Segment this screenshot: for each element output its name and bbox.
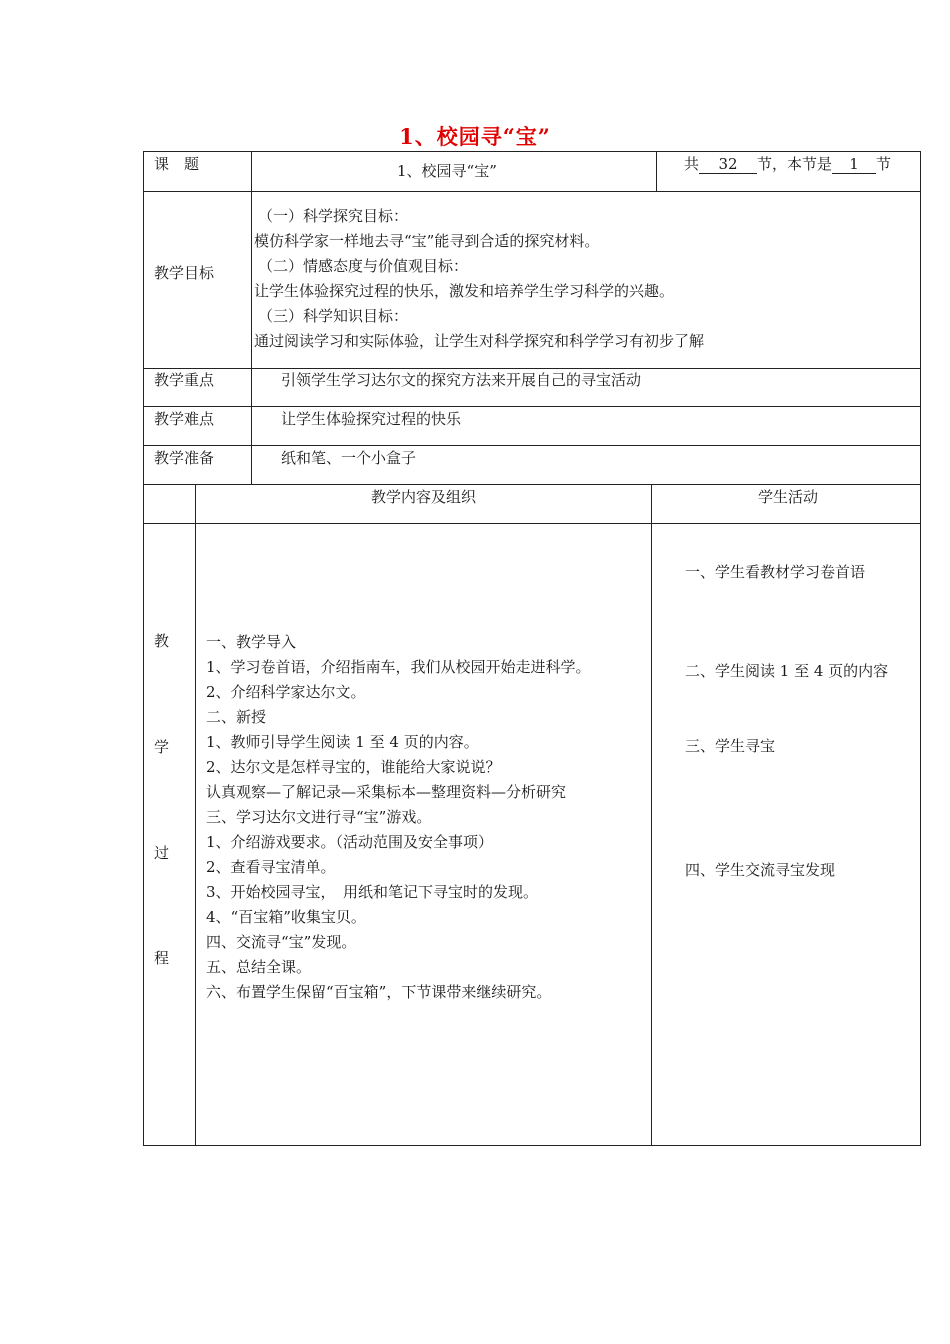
process-side-char: 教 <box>154 632 170 650</box>
content-line: 二、新授 <box>206 708 267 726</box>
objective-line: （三）科学知识目标： <box>258 307 409 325</box>
difficulty-label: 教学难点 <box>154 410 215 428</box>
count-suffix: 节 <box>876 155 892 173</box>
student-activity: 四、学生交流寻宝发现 <box>685 861 836 879</box>
activity-column-header: 学生活动 <box>758 488 819 506</box>
process-side-char: 程 <box>154 949 170 967</box>
content-line: 1、介绍游戏要求。（活动范围及安全事项） <box>206 833 494 851</box>
count-prefix: 共 <box>684 155 700 173</box>
total-count: 32 <box>699 155 757 174</box>
content-column-header: 教学内容及组织 <box>371 488 477 506</box>
objective-line: 让学生体验探究过程的快乐，激发和培养学生学习科学的兴趣。 <box>254 282 675 300</box>
process-side-char: 过 <box>154 844 170 862</box>
content-line: 三、学习达尔文进行寻“宝”游戏。 <box>206 808 432 826</box>
objective-line: （一）科学探究目标： <box>258 207 409 225</box>
content-line: 认真观察—了解记录—采集标本—整理资料—分析研究 <box>206 783 567 801</box>
lesson-title: 1、校园寻“宝” <box>397 162 497 180</box>
document-title: 1、校园寻“宝” <box>399 124 551 149</box>
process-side-char: 学 <box>154 738 170 756</box>
content-line: 四、交流寻“宝”发现。 <box>206 933 357 951</box>
objective-line: 模仿科学家一样地去寻“宝”能寻到合适的探究材料。 <box>254 232 600 250</box>
content-line: 4、“百宝箱”收集宝贝。 <box>206 908 366 926</box>
key-point-text: 引领学生学习达尔文的探究方法来开展自己的寻宝活动 <box>281 371 642 389</box>
objectives-label: 教学目标 <box>154 264 215 282</box>
current-count: 1 <box>832 155 876 174</box>
content-line: 1、学习卷首语，介绍指南车，我们从校园开始走进科学。 <box>206 658 591 676</box>
key-point-label: 教学重点 <box>154 371 215 389</box>
preparation-label: 教学准备 <box>154 449 215 467</box>
count-middle: 节，本节是 <box>757 155 833 173</box>
content-line: 五、总结全课。 <box>206 958 312 976</box>
content-line: 3、开始校园寻宝， 用纸和笔记下寻宝时的发现。 <box>206 883 539 901</box>
content-line: 六、布置学生保留“百宝箱”，下节课带来继续研究。 <box>206 983 552 1001</box>
process-content <box>206 630 591 1005</box>
preparation-text: 纸和笔、一个小盒子 <box>281 449 417 467</box>
objectives-text <box>254 204 704 354</box>
content-line: 2、介绍科学家达尔文。 <box>206 683 366 701</box>
student-activity: 三、学生寻宝 <box>685 737 776 755</box>
student-activity: 二、学生阅读 1 至 4 页的内容 <box>685 662 889 680</box>
lesson-label: 课 题 <box>154 155 200 173</box>
objective-line: 通过阅读学习和实际体验，让学生对科学探究和科学学习有初步了解 <box>254 332 705 350</box>
content-line: 1、教师引导学生阅读 1 至 4 页的内容。 <box>206 733 479 751</box>
content-line: 2、达尔文是怎样寻宝的，谁能给大家说说？ <box>206 758 501 776</box>
difficulty-text: 让学生体验探究过程的快乐 <box>281 410 462 428</box>
student-activity: 一、学生看教材学习卷首语 <box>685 563 866 581</box>
content-line: 一、教学导入 <box>206 633 297 651</box>
lesson-count <box>684 152 891 177</box>
content-line: 2、查看寻宝清单。 <box>206 858 336 876</box>
objective-line: （二）情感态度与价值观目标： <box>258 257 469 275</box>
